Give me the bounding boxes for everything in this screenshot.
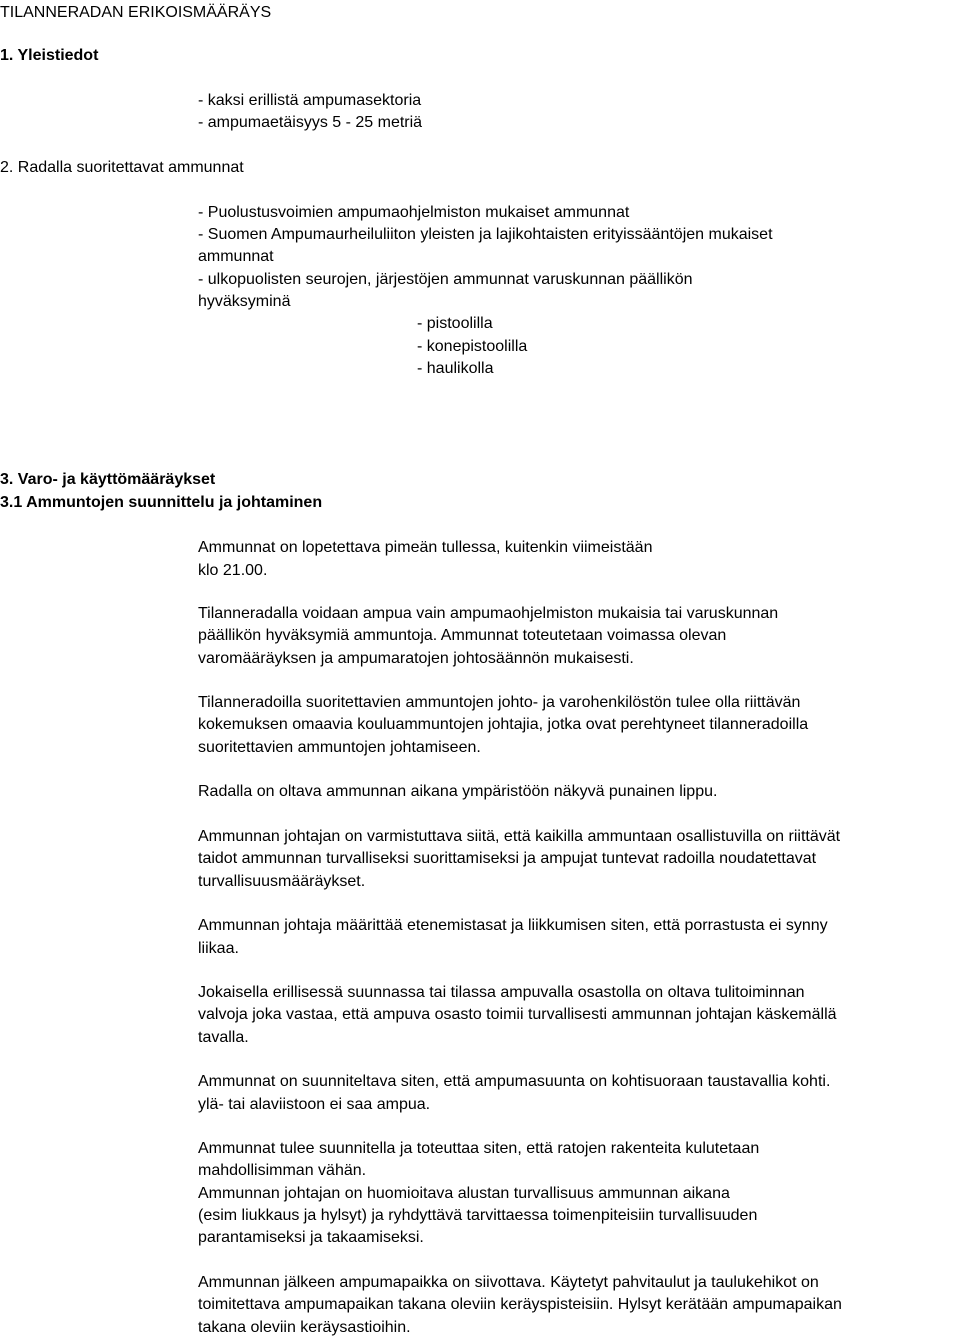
list-item: - Puolustusvoimien ampumaohjelmiston mukaiset ammunnat xyxy=(198,204,630,221)
paragraph-line: Ammunnan johtajan on varmistuttava siitä, että kaikilla ammuntaan osallistuvilla on riittävät xyxy=(198,828,841,845)
paragraph-line: päällikön hyväksymiä ammuntoja. Ammunnat toteutetaan voimassa olevan xyxy=(198,627,727,644)
paragraph-line: Radalla on oltava ammunnan aikana ympäristöön näkyvä punainen lippu. xyxy=(198,783,718,800)
paragraph-line: taidot ammunnan turvalliseksi suorittamiseksi ja ampujat tuntevat radoilla noudatettavat xyxy=(198,850,817,867)
paragraph-line: suoritettavien ammuntojen johtamiseen. xyxy=(198,739,481,756)
paragraph-line: varomääräyksen ja ampumaratojen johtosäännön mukaisesti. xyxy=(198,650,634,667)
paragraph-line: Ammunnat tulee suunnitella ja toteuttaa siten, että ratojen rakenteita kulutetaan xyxy=(198,1140,760,1157)
paragraph-line: valvoja joka vastaa, että ampuva osasto toimii turvallisesti ammunnan johtajan käskemällä xyxy=(198,1006,837,1023)
paragraph-line: Ammunnan jälkeen ampumapaikka on siivottava. Käytetyt pahvitaulut ja taulukehikot on xyxy=(198,1274,819,1291)
list-item-continuation: hyväksyminä xyxy=(198,293,291,310)
paragraph-line: klo 21.00. xyxy=(198,562,268,579)
paragraph-line: tavalla. xyxy=(198,1029,249,1046)
paragraph-line: Ammunnat on suunniteltava siten, että ampumasuunta on kohtisuoraan taustavallia kohti. xyxy=(198,1073,831,1090)
section-2-heading: 2. Radalla suoritettavat ammunnat xyxy=(0,159,244,176)
paragraph-line: Jokaisella erillisessä suunnassa tai tilassa ampuvalla osastolla on oltava tulitoiminnan xyxy=(198,984,805,1001)
document-title: TILANNERADAN ERIKOISMÄÄRÄYS xyxy=(0,4,272,21)
paragraph-line: mahdollisimman vähän. xyxy=(198,1162,367,1179)
paragraph-line: Ammunnan johtaja määrittää etenemistasat ja liikkumisen siten, että porrastusta ei synny xyxy=(198,917,828,934)
section-3-1-heading: 3.1 Ammuntojen suunnittelu ja johtaminen xyxy=(0,494,323,511)
paragraph-line: ylä- tai alaviistoon ei saa ampua. xyxy=(198,1096,431,1113)
paragraph-line: liikaa. xyxy=(198,940,239,957)
paragraph-line: (esim liukkaus ja hylsyt) ja ryhdyttävä tarvittaessa toimenpiteisiin turvallisuuden xyxy=(198,1207,758,1224)
list-item: - kaksi erillistä ampumasektoria xyxy=(198,92,422,109)
list-item-continuation: ammunnat xyxy=(198,248,274,265)
sub-list-item: - konepistoolilla xyxy=(417,338,528,355)
paragraph-line: takana oleviin keräysastioihin. xyxy=(198,1319,411,1336)
section-3-heading: 3. Varo- ja käyttömääräykset xyxy=(0,471,216,488)
sub-list-item: - pistoolilla xyxy=(417,315,493,332)
paragraph-line: toimitettava ampumapaikan takana oleviin keräyspisteisiin. Hylsyt kerätään ampumapaikan xyxy=(198,1296,842,1313)
section-1-heading: 1. Yleistiedot xyxy=(0,47,99,64)
paragraph-line: turvallisuusmääräykset. xyxy=(198,873,366,890)
paragraph-line: kokemuksen omaavia kouluammuntojen johtajia, jotka ovat perehtyneet tilanneradoilla xyxy=(198,716,809,733)
paragraph-line: Ammunnan johtajan on huomioitava alustan turvallisuus ammunnan aikana xyxy=(198,1185,730,1202)
paragraph-line: Tilanneradalla voidaan ampua vain ampumaohjelmiston mukaisia tai varuskunnan xyxy=(198,605,779,622)
list-item: - ulkopuolisten seurojen, järjestöjen ammunnat varuskunnan päällikön xyxy=(198,271,693,288)
list-item: - Suomen Ampumaurheiluliiton yleisten ja lajikohtaisten erityissääntöjen mukaiset xyxy=(198,226,773,243)
paragraph-line: Tilanneradoilla suoritettavien ammuntojen johto- ja varohenkilöstön tulee olla riittävän xyxy=(198,694,801,711)
list-item: - ampumaetäisyys 5 - 25 metriä xyxy=(198,114,423,131)
paragraph-line: Ammunnat on lopetettava pimeän tullessa, kuitenkin viimeistään xyxy=(198,539,653,556)
sub-list-item: - haulikolla xyxy=(417,360,494,377)
paragraph-line: parantamiseksi ja takaamiseksi. xyxy=(198,1229,424,1246)
